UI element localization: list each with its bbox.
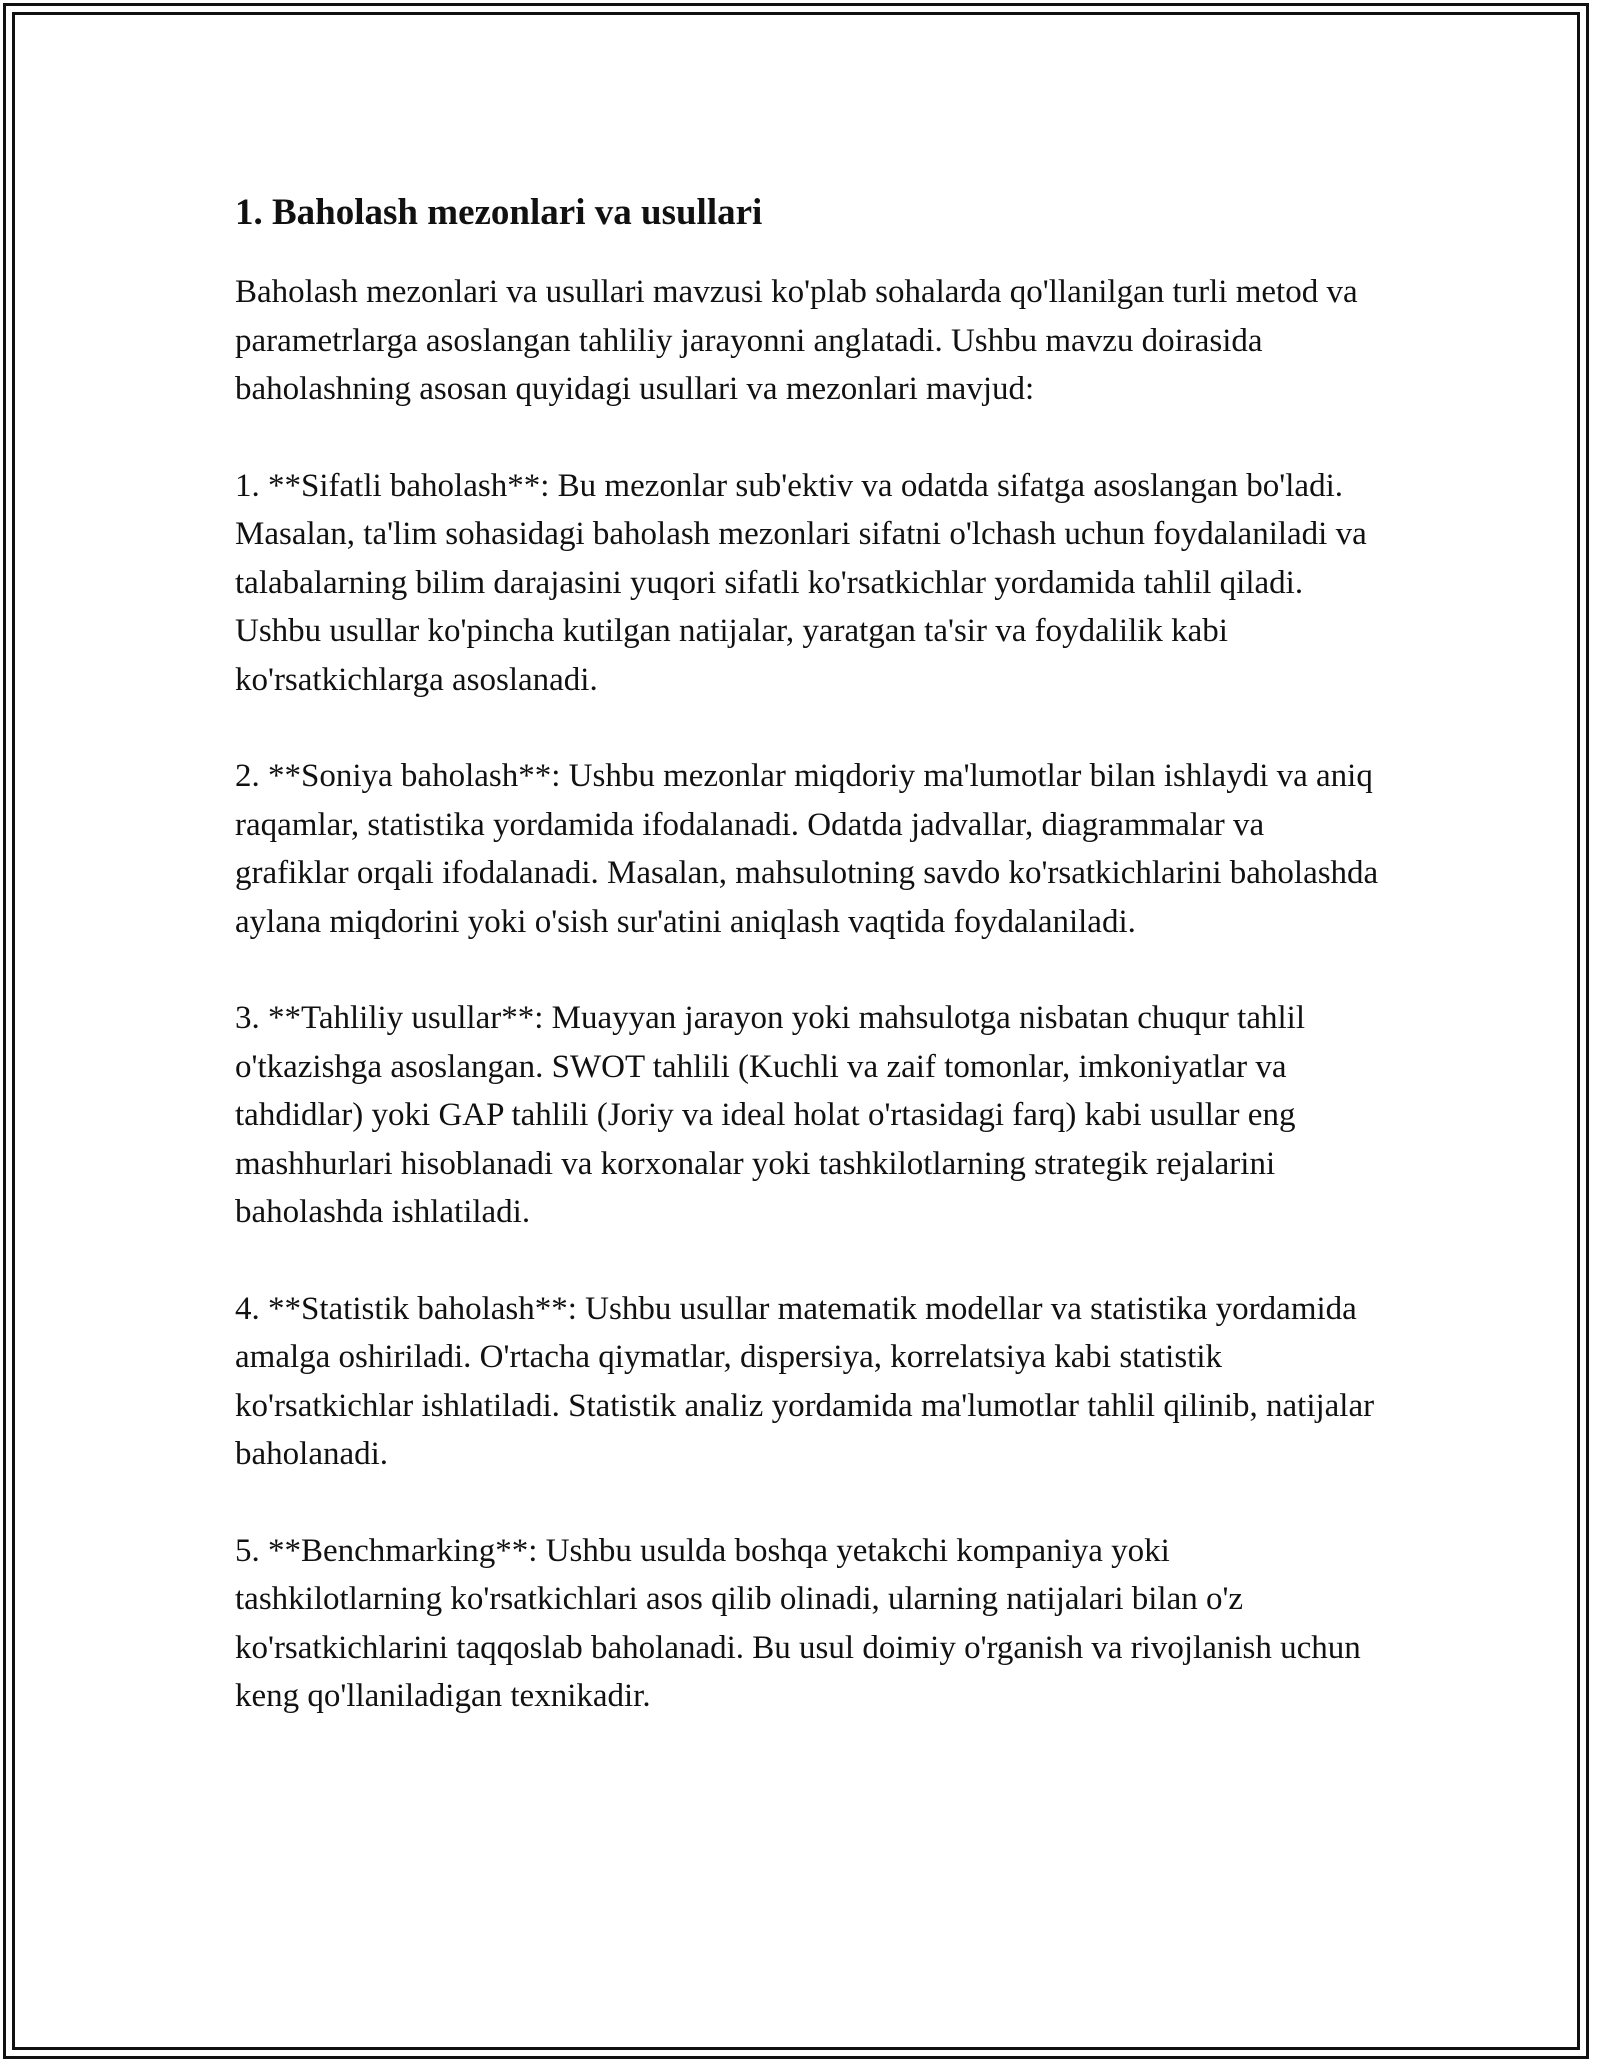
intro-paragraph: Baholash mezonlari va usullari mavzusi ko'plab sohalarda qo'llanilgan turli metod va parametrlarga asoslangan tahliliy jarayonni anglatadi. Ushbu mavzu doirasida baholashning asosan quyidagi usullari va mezonlari mavjud: <box>235 274 1358 407</box>
paragraph-tahliliy-usullar: 3. **Tahliliy usullar**: Muayyan jarayon yoki mahsulotga nisbatan chuqur tahlil o'tkazishga asoslangan. SWOT tahlili (Kuchli va zaif tomonlar, imkoniyatlar va tahdidlar) yoki GAP tahlili (Joriy va ideal holat o'rtasidagi farq) kabi usullar eng mashhurlari hisoblanadi va korxonalar yoki tashkilotlarning strategik rejalarini baholashda ishlatiladi. <box>235 1000 1305 1230</box>
paragraph-soniya-baholash: 2. **Soniya baholash**: Ushbu mezonlar miqdoriy ma'lumotlar bilan ishlaydi va aniq raqamlar, statistika yordamida ifodalanadi. Odatda jadvallar, diagrammalar va grafiklar orqali ifodalanadi. Masalan, mahsulotning savdo ko'rsatkichlarini baholashda aylana miqdorini yoki o'sish sur'atini aniqlash vaqtida foydalaniladi. <box>235 758 1379 940</box>
paragraph-benchmarking: 5. **Benchmarking**: Ushbu usulda boshqa yetakchi kompaniya yoki tashkilotlarning ko'rsatkichlari asos qilib olinadi, ularning natijalari bilan o'z ko'rsatkichlarini taqqoslab baholanadi. Bu usul doimiy o'rganish va rivojlanish uchun keng qo'llaniladigan texnikadir. <box>235 1532 1361 1714</box>
paragraph-sifatli-baholash: 1. **Sifatli baholash**: Bu mezonlar sub'ektiv va odatda sifatga asoslangan bo'ladi. Masalan, ta'lim sohasidagi baholash mezonlari sifatni o'lchash uchun foydalaniladi va talabalarning bilim darajasini yuqori sifatli ko'rsatkichlar yordamida tahlil qiladi. Ushbu usullar ko'pincha kutilgan natijalar, yaratgan ta'sir va foydalilik kabi ko'rsatkichlarga asoslanadi. <box>235 467 1367 698</box>
paragraph-statistik-baholash: 4. **Statistik baholash**: Ushbu usullar matematik modellar va statistika yordamida amalga oshiriladi. O'rtacha qiymatlar, dispersiya, korrelatsiya kabi statistik ko'rsatkichlar ishlatiladi. Statistik analiz yordamida ma'lumotlar tahlil qilinib, natijalar baholanadi. <box>235 1290 1375 1472</box>
document-body <box>235 188 1385 1769</box>
document-title: 1. Baholash mezonlari va usullari <box>235 192 763 233</box>
